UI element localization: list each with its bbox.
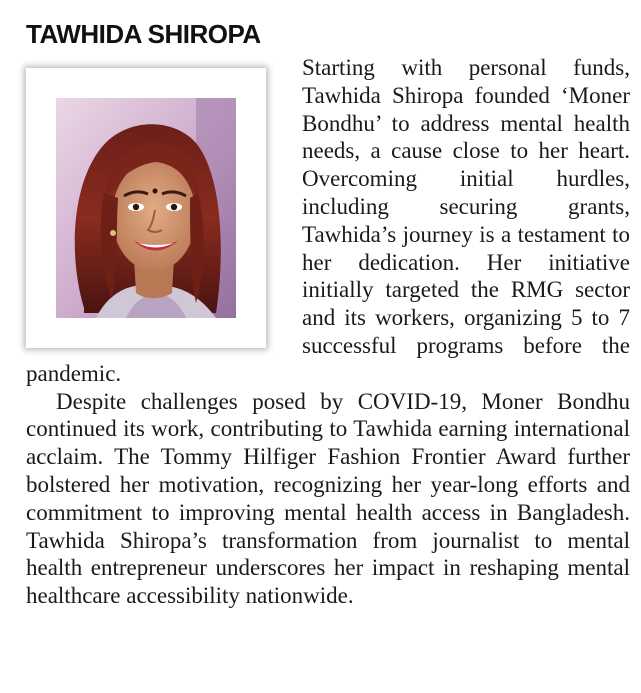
article-paragraph-1: Starting with personal funds, Tawhida Shiropa founded ‘Moner Bondhu’ to address mental health needs, a cause close to her heart. Overcoming initial hurdles, including securing grants, Tawhida’s journey is a testament to her dedication. Her initiative initially targeted the RMG sector and its workers, organizing 5 to 7 successful programs before the pandemic.: [26, 55, 630, 386]
photo-frame: [26, 68, 266, 348]
article: [26, 14, 630, 610]
article-body: [26, 54, 630, 610]
article-paragraph-2: Despite challenges posed by COVID-19, Moner Bondhu continued its work, contributing to Tawhida earning international acclaim. The Tommy Hilfiger Fashion Frontier Award further bolstered her motivation, recognizing her year-long efforts and commitment to improving mental health access in Bangladesh. Tawhida Shiropa’s transformation from journalist to mental health entrepreneur underscores her impact in reshaping mental healthcare accessibility nationwide.: [26, 388, 630, 609]
portrait-photo-icon: [56, 98, 236, 318]
article-headline: TAWHIDA SHIROPA: [26, 19, 261, 49]
